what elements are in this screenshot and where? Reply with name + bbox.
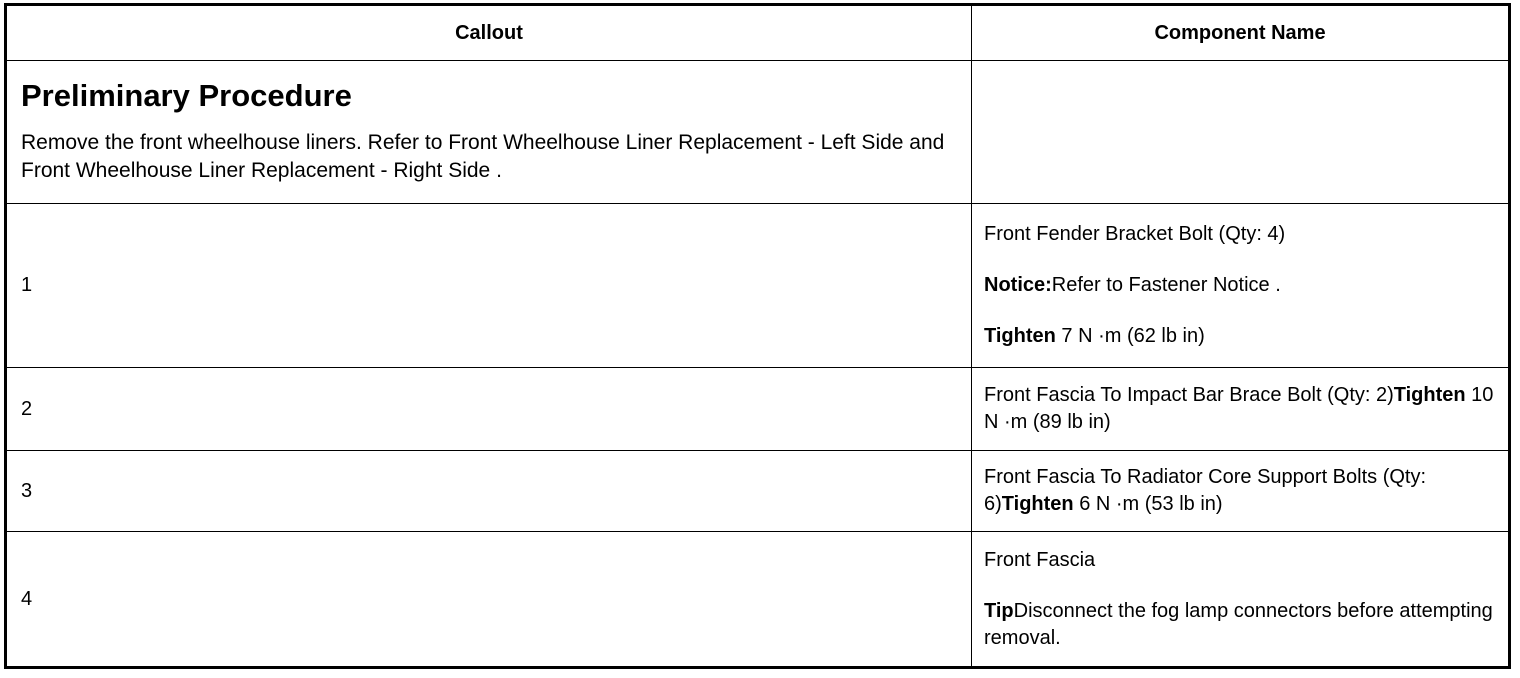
tighten-value: 10 N ·m (89 lb in) — [984, 384, 1494, 433]
callout-number: 1 — [6, 204, 972, 368]
tighten-label: Tighten — [1001, 493, 1074, 515]
tighten-label: Tighten — [984, 325, 1056, 347]
preliminary-cell — [6, 61, 972, 204]
tip-text: Disconnect the fog lamp connectors before attempting removal. — [984, 599, 1493, 649]
tip-line — [984, 598, 1498, 652]
component-line — [984, 382, 1498, 436]
tighten-label: Tighten — [1393, 384, 1466, 406]
procedure-table — [4, 3, 1511, 669]
table-row — [6, 368, 1510, 451]
component-line — [984, 464, 1498, 518]
component-cell — [972, 368, 1510, 451]
notice-line — [984, 272, 1498, 299]
component-cell — [972, 204, 1510, 368]
component-name: Front Fascia — [984, 548, 1096, 571]
component-name: Front Fascia To Radiator Core Support Bolts (Qty: 6) — [984, 466, 1427, 515]
header-row — [6, 5, 1510, 61]
tighten-value: 6 N ·m (53 lb in) — [1073, 493, 1223, 515]
preliminary-text: Remove the front wheelhouse liners. Refer to Front Wheelhouse Liner Replacement - Left Side and Front Wheelhouse Liner Replacement - Right Side . — [21, 131, 945, 183]
component-cell — [972, 532, 1510, 668]
preliminary-title: Preliminary Procedure — [21, 77, 352, 113]
component-cell — [972, 451, 1510, 532]
notice-label: Notice: — [984, 274, 1052, 296]
component-name: Front Fascia To Impact Bar Brace Bolt (Qty: 2) — [984, 384, 1394, 406]
callout-header: Callout — [6, 5, 972, 61]
table-row — [6, 204, 1510, 368]
tip-label: Tip — [984, 599, 1014, 622]
notice-text: Refer to Fastener Notice . — [1051, 274, 1281, 296]
preliminary-empty-cell — [972, 61, 1510, 204]
tighten-value: 7 N ·m (62 lb in) — [1055, 325, 1205, 347]
tighten-line — [984, 323, 1498, 350]
callout-number: 4 — [6, 532, 972, 668]
table-row — [6, 451, 1510, 532]
callout-number: 3 — [6, 451, 972, 532]
callout-number: 2 — [6, 368, 972, 451]
component-name: Front Fender Bracket Bolt (Qty: 4) — [984, 223, 1286, 245]
component-name-header: Component Name — [972, 5, 1510, 61]
preliminary-row — [6, 61, 1510, 204]
table-row — [6, 532, 1510, 668]
